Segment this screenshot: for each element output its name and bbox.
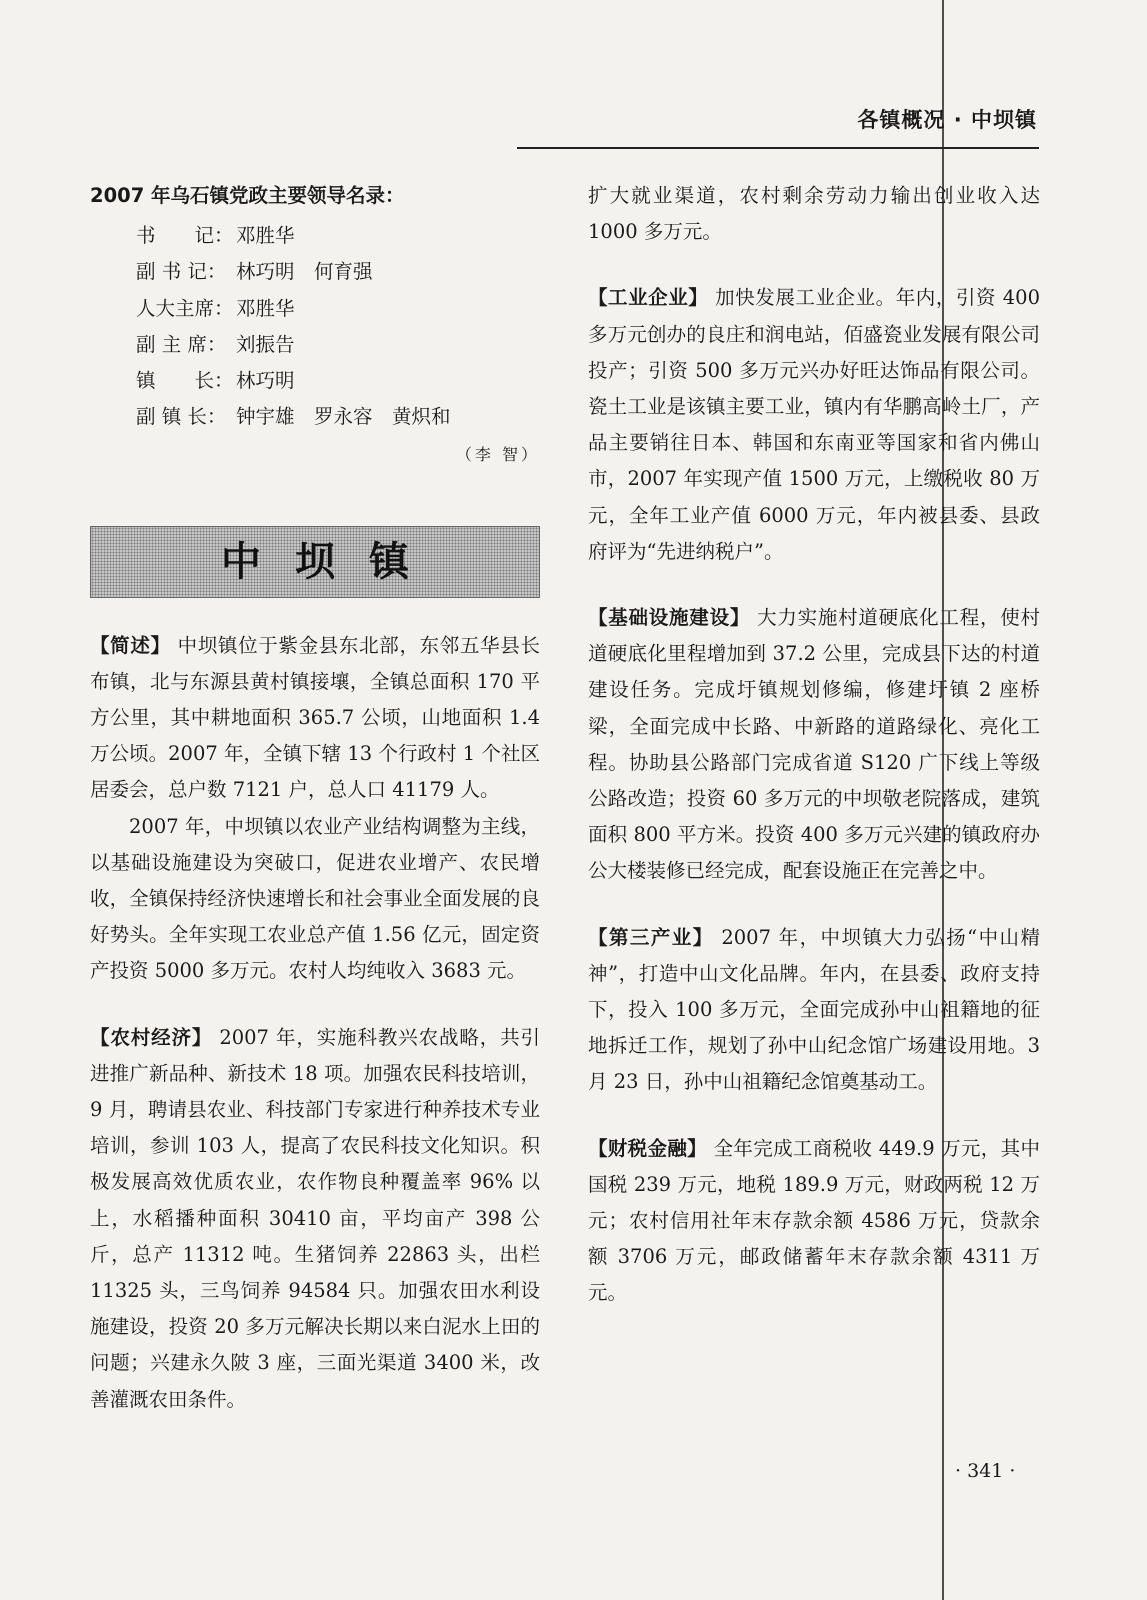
leader-names: 刘振告 xyxy=(236,332,295,356)
section-text: 2007 年，中坝镇大力弘扬“中山精神”，打造中山文化品牌。年内，在县委、政府支持下，投入 100 多万元，全面完成孙中山祖籍地的征地拆迁工作，规划了孙中山纪念馆广场建设用地。3 月 23 日，孙中山祖籍纪念馆奠基动工。 xyxy=(588,925,1040,1094)
leader-role: 书 记： xyxy=(136,224,234,248)
section-text: 全年完成工商税收 449.9 万元，其中国税 239 万元，地税 189.9 万元，财政两税 12 万元；农村信用社年末存款余额 4586 万元，贷款余额 3706 万元，邮政储蓄年末存款余额 4311 万元。 xyxy=(588,1136,1040,1305)
left-column xyxy=(90,178,540,1418)
section-text: 加快发展工业企业。年内，引资 400 多万元创办的良庄和润电站，佰盛瓷业发展有限公司投产；引资 500 多万元兴办好旺达饰品有限公司。瓷土工业是该镇主要工业，镇内有华鹏高岭土厂，产品主要销往日本、韩国和东南亚等国家和省内佛山市，2007 年实现产值 1500 万元，上缴税收 80 万元，全年工业产值 6000 万元，年内被县委、县政府评为“先进纳税户”。 xyxy=(588,286,1040,563)
rural-economy-continuation: 扩大就业渠道，农村剩余劳动力输出创业收入达 1000 多万元。 xyxy=(588,184,1040,244)
leader-names: 邓胜华 xyxy=(236,296,295,320)
finance-paragraph xyxy=(588,1131,1040,1312)
tertiary-paragraph xyxy=(588,920,1040,1101)
section-text: 2007 年，实施科教兴农战略，共引进推广新品种、新技术 18 项。加强农民科技培训，9 月，聘请县农业、科技部门专家进行种养技术专业培训，参训 103 人，提高了农民科技文化知识。积极发展高效优质农业，农作物良种覆盖率 96% 以上，水稻播种面积 30410 亩，平均亩产 398 公斤，总产 11312 吨。生猪饲养 22863 头，出栏 11325 头，三鸟饲养 94584 只。加强农田水利设施建设，投资 20 多万元解决长期以来白泥水上田的问题；兴建永久陂 3 座，三面光渠道 3400 米，改善灌溉农田条件。 xyxy=(90,1025,540,1411)
leader-row xyxy=(90,254,540,290)
leader-row xyxy=(90,363,540,399)
author-credit: （李 智） xyxy=(455,445,540,465)
leader-role: 副 镇 长： xyxy=(136,405,227,429)
leader-role: 人大主席： xyxy=(136,296,234,320)
leader-row xyxy=(90,399,540,435)
leader-role: 副 书 记： xyxy=(136,260,227,284)
header-rule xyxy=(517,147,1039,149)
leader-names: 钟宇雄 罗永容 黄炽和 xyxy=(236,405,451,429)
section-text: 中坝镇位于紫金县东北部，东邻五华县长布镇，北与东源县黄村镇接壤，全镇总面积 170 平方公里，其中耕地面积 365.7 公顷，山地面积 1.4 万公顷。2007 年，全镇下辖 13 个行政村 1 个社区居委会，总户数 7121 户，总人口 41179 人。 xyxy=(90,633,540,802)
section-tag: 【简述】 xyxy=(90,633,171,657)
leader-row xyxy=(90,327,540,363)
page-number: · 341 · xyxy=(955,1460,1016,1482)
leader-names: 邓胜华 xyxy=(236,224,295,248)
rural-economy-paragraph xyxy=(90,1020,540,1418)
leader-names: 林巧明 xyxy=(236,369,295,393)
leader-row xyxy=(90,218,540,254)
section-tag: 【基础设施建设】 xyxy=(588,606,751,630)
section-text: 大力实施村道硬底化工程，使村道硬底化里程增加到 37.2 公里，完成县下达的村道建设任务。完成圩镇规划修编，修建圩镇 2 座桥梁，全面完成中长路、中新路的道路绿化、亮化工程。协助县公路部门完成省道 S120 广下线上等级公路改造；投资 60 多万元的中坝敬老院落成，建筑面积 800 平方米。投资 400 多万元兴建的镇政府办公大楼装修已经完成，配套设施正在完善之中。 xyxy=(588,606,1040,883)
section-tag: 【工业企业】 xyxy=(588,286,709,310)
section-tag: 【农村经济】 xyxy=(90,1025,213,1049)
leaders-title: 2007 年乌石镇党政主要领导名录： xyxy=(90,184,405,207)
overview-paragraph-2: 2007 年，中坝镇以农业产业结构调整为主线，以基础设施建设为突破口，促进农业增产、农民增收，全镇保持经济快速增长和社会事业全面发展的良好势头。全年实现工农业总产值 1.56 亿元，固定资产投资 5000 多万元。农村人均纯收入 3683 元。 xyxy=(90,814,540,983)
leader-names: 林巧明 何育强 xyxy=(236,260,373,284)
industry-paragraph xyxy=(588,280,1040,570)
leader-role: 副 主 席： xyxy=(136,332,227,356)
overview-paragraph xyxy=(90,628,540,809)
section-tag: 【财税金融】 xyxy=(588,1136,708,1160)
leader-row xyxy=(90,291,540,327)
running-head: 各镇概况 · 中坝镇 xyxy=(857,108,1037,132)
section-banner xyxy=(90,526,540,598)
right-column xyxy=(588,178,1040,1312)
infrastructure-paragraph xyxy=(588,600,1040,890)
leaders-list xyxy=(90,218,540,435)
leader-role: 镇 长： xyxy=(136,369,234,393)
section-tag: 【第三产业】 xyxy=(588,925,714,949)
banner-title: 中坝镇 xyxy=(221,538,443,585)
